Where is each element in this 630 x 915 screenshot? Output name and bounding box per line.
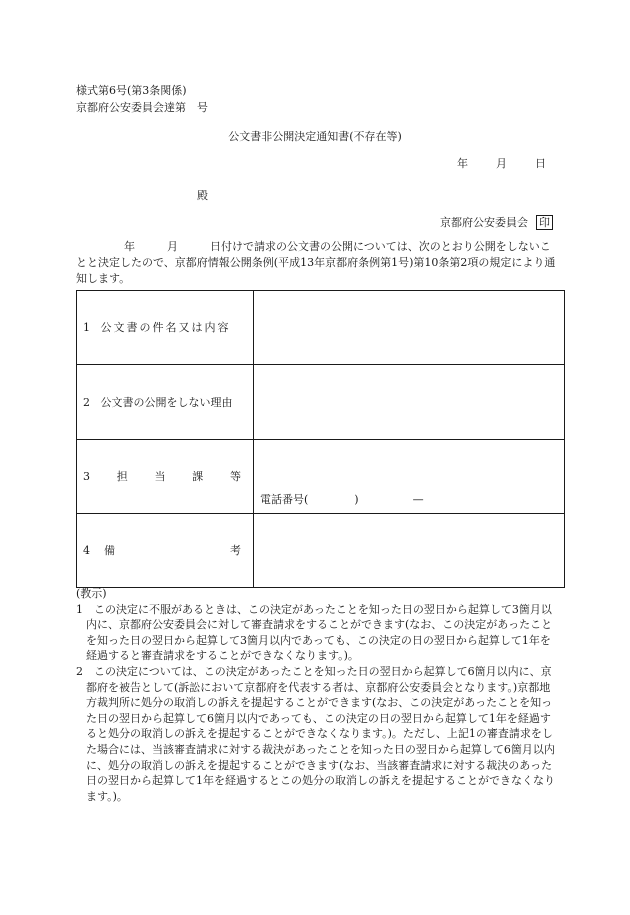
date-line <box>457 156 546 171</box>
row4-value[interactable] <box>254 514 565 588</box>
row3-char: 等 <box>230 470 241 483</box>
row1-value[interactable] <box>254 291 565 365</box>
row3-number: 3 <box>83 470 90 483</box>
row3-label <box>77 440 254 514</box>
phone-area <box>254 440 564 513</box>
table-row <box>77 514 565 588</box>
row2-label <box>77 365 254 440</box>
phone-label: 電話番号( <box>260 493 309 506</box>
document-number: 京都府公安委員会達第 号 <box>76 101 208 114</box>
instruction-item-2: 2 この決定については、この決定があったことを知った日の翌日から起算して6箇月以内に、京都府を被告として(訴訟において京都府を代表する者は、京都府公安委員会となります。)京都地方裁判所に処分の取消しの訴えを提起することができます(なお、この決定があったことを知った日の翌日から起算して6箇月以内であっても、この決定の日の翌日から起算して1年を経過すると処分の取消しの訴えを提起することができなくなります。)。ただし、上記1の審査請求をした場合には、当該審査請求に対する裁決があったことを知った日の翌日から起算して6箇月以内に、処分の取消しの訴えを提起することができます(なお、当該審査請求に対する裁決のあった日の翌日から起算して1年を経過するとこの処分の取消しの訴えを提起することができなくなります。)。 <box>76 664 555 803</box>
row3-value[interactable] <box>254 440 565 514</box>
intro-paragraph <box>76 239 556 287</box>
row4-label <box>77 514 254 588</box>
table-row <box>77 365 565 440</box>
form-number: 様式第6号(第3条関係) <box>76 84 187 97</box>
date-day: 日 <box>535 157 546 170</box>
row1-label-text: 公文書の件名又は内容 <box>100 321 231 334</box>
phone-dash: — <box>412 493 424 506</box>
phone-number-line <box>260 492 424 507</box>
intro-text: 日付けで請求の公文書の公開については、次のとおり公開をしないことと決定したので、京都府情報公開条例(平成13年京都府条例第1号)第10条第2項の規定により通知します。 <box>76 240 556 285</box>
row4-number: 4 <box>83 544 90 557</box>
row3-char: 当 <box>154 470 166 483</box>
row3-char: 担 <box>116 470 128 483</box>
table-row <box>77 291 565 365</box>
table-row <box>77 440 565 514</box>
row2-label-text: 公文書の公開をしない理由 <box>100 395 233 409</box>
row1-number: 1 <box>83 321 90 334</box>
date-year: 年 <box>457 157 468 170</box>
row2-value[interactable] <box>254 365 565 440</box>
intro-month: 月 <box>167 240 178 253</box>
row1-label <box>77 291 254 365</box>
row4-label-text <box>83 543 241 558</box>
phone-close: ) <box>354 493 359 506</box>
seal-mark: 印 <box>536 215 553 230</box>
document-title: 公文書非公開決定通知書(不存在等) <box>228 130 402 143</box>
issuer-name: 京都府公安委員会 <box>440 216 528 229</box>
row4-char: 備 <box>104 544 115 557</box>
recipient-honorific: 殿 <box>197 189 208 202</box>
row3-label-text <box>83 469 241 484</box>
instructions-heading: (教示) <box>76 587 107 600</box>
instructions <box>76 586 558 804</box>
row3-char: 課 <box>192 470 204 483</box>
info-table <box>76 290 565 588</box>
issuer <box>440 215 553 230</box>
intro-year: 年 <box>124 240 135 253</box>
date-month: 月 <box>496 157 507 170</box>
instruction-item-1: 1 この決定に不服があるときは、この決定があったことを知った日の翌日から起算して3箇月以内に、京都府公安委員会に対して審査請求をすることができます(なお、この決定があったことを知った日の翌日から起算して3箇月以内であっても、この決定の日の翌日から起算して1年を経過すると審査請求をすることができなくなります。)。 <box>76 602 553 663</box>
row4-char: 考 <box>230 544 241 557</box>
row2-number: 2 <box>83 395 90 409</box>
